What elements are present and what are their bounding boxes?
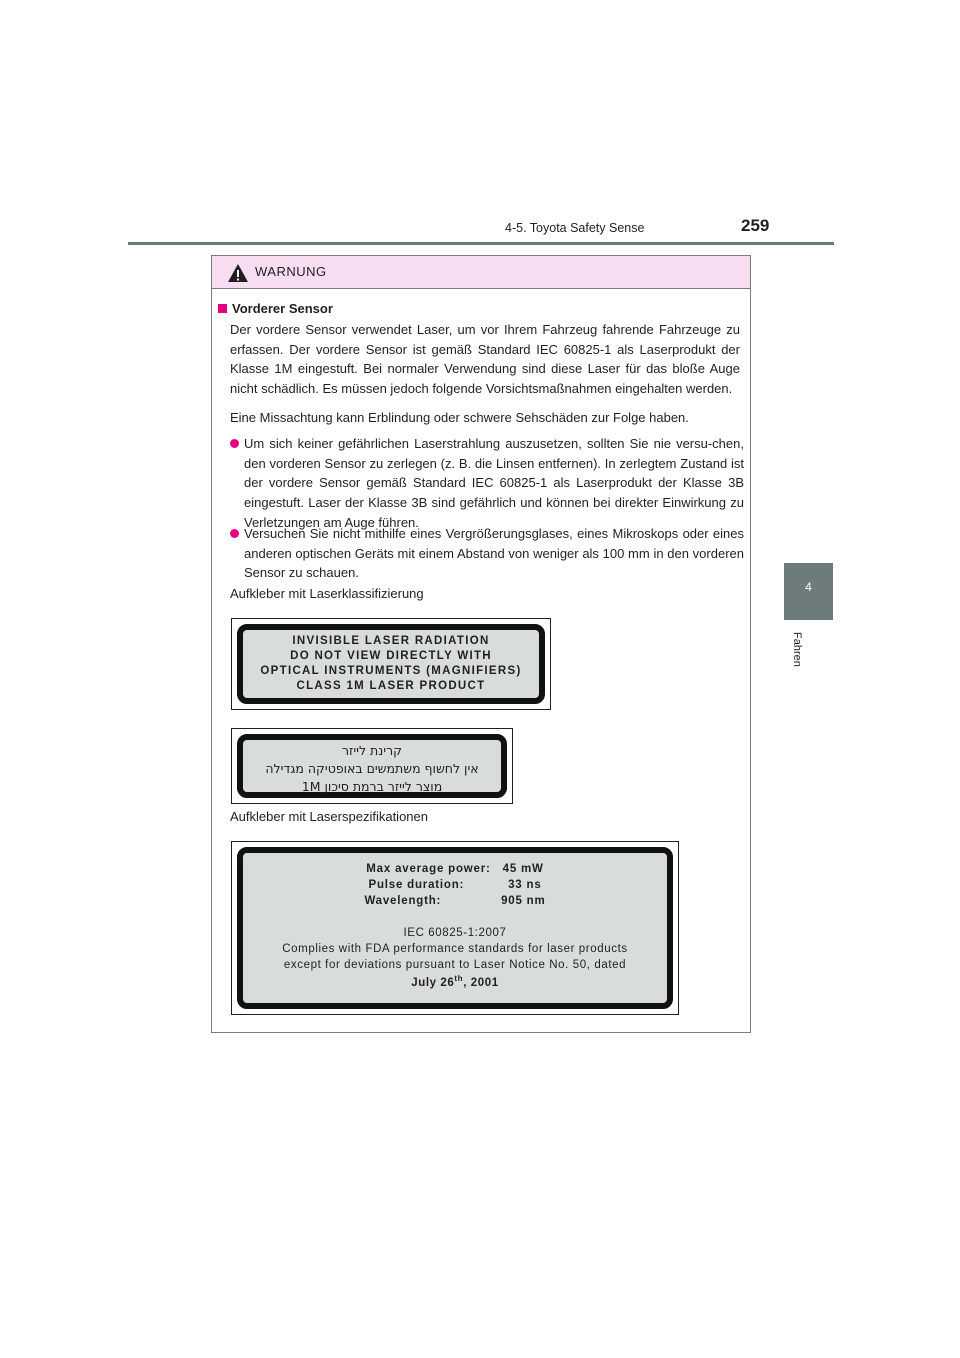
label-line: INVISIBLE LASER RADIATION xyxy=(292,635,490,647)
chapter-title: Fahren xyxy=(791,632,803,667)
laser-spec-label-plate xyxy=(237,847,673,1009)
header-rule xyxy=(128,242,834,245)
hebrew-laser-label-plate xyxy=(237,734,507,798)
label-line: CLASS 1M LASER PRODUCT xyxy=(296,680,486,692)
warning-triangle-icon xyxy=(227,263,249,283)
consequence-paragraph: Eine Missachtung kann Erblindung oder schwere Sehschäden zur Folge haben. xyxy=(230,410,689,425)
warning-header xyxy=(212,256,750,289)
running-header-section: 4-5. Toyota Safety Sense xyxy=(505,221,645,235)
date-suffix: , 2001 xyxy=(463,976,499,989)
bullet-item: Versuchen Sie nicht mithilfe eines Vergrößerungsglases, eines Mikroskops oder eines anderen optischen Geräts mit einem Abstand von weniger als 100 mm in den vorderen Sensor zu schauen. xyxy=(244,526,744,581)
label-line: DO NOT VIEW DIRECTLY WITH xyxy=(290,650,492,662)
laser-spec-label xyxy=(231,841,679,1015)
label-line: אין לחשוף משתמשים באופטיקה מגדילה xyxy=(265,761,479,776)
page-number: 259 xyxy=(741,216,770,235)
compliance-line: except for deviations pursuant to Laser Notice No. 50, dated xyxy=(283,959,627,971)
chapter-tab xyxy=(784,563,833,620)
label-line: קרינת לייזר xyxy=(342,743,402,758)
date-ordinal: th xyxy=(454,974,464,983)
bullet-dot-icon xyxy=(230,529,239,538)
hebrew-laser-label xyxy=(231,728,513,804)
label-line: מוצר לייזר ברמת סיכון 1M xyxy=(301,779,443,794)
warning-title: WARNUNG xyxy=(255,264,327,279)
laser-class-label-plate xyxy=(237,624,545,704)
bullet-item: Um sich keiner gefährlichen Laserstrahlung auszusetzen, sollten Sie nie versu-chen, den vorderen Sensor zu zerlegen (z. B. die Linsen entfernen). In zerlegtem Zustand ist der vordere Sensor gemäß Standard IEC 60825-1 als Laserprodukt der Klasse 3B eingestuft. Laser der Klasse 3B sind gefährlich und können bei direkter Einwirkung zu Verletzungen am Auge führen. xyxy=(244,436,744,530)
spec-row: Max average power: 45 mW xyxy=(366,863,544,875)
compliance-line: Complies with FDA performance standards for laser products xyxy=(282,943,628,955)
bullet-dot-icon xyxy=(230,439,239,448)
caption-laser-specifications: Aufkleber mit Laserspezifikationen xyxy=(230,809,428,824)
spec-row: Wavelength: 905 nm xyxy=(364,895,546,907)
iec-standard: IEC 60825-1:2007 xyxy=(403,927,507,939)
section-heading-text: Vorderer Sensor xyxy=(232,301,333,316)
square-bullet-icon xyxy=(218,304,227,313)
label-line: OPTICAL INSTRUMENTS (MAGNIFIERS) xyxy=(260,665,522,677)
caption-laser-classification: Aufkleber mit Laserklassifizierung xyxy=(230,586,424,601)
chapter-number: 4 xyxy=(805,580,812,594)
section-heading xyxy=(218,301,333,316)
warning-box xyxy=(211,255,751,1033)
intro-paragraph: Der vordere Sensor verwendet Laser, um vor Ihrem Fahrzeug fahrende Fahrzeuge zu erfassen. Der vordere Sensor ist gemäß Standard IEC 60825-1 als Laserprodukt der Klasse 1M eingestuft. Bei normaler Verwendung sind diese Laser für das bloße Auge nicht schädlich. Es müssen jedoch folgende Vorsichtsmaßnahmen eingehalten werden. xyxy=(230,322,740,397)
laser-class-label xyxy=(231,618,551,710)
spec-row: Pulse duration: 33 ns xyxy=(368,879,542,891)
compliance-date xyxy=(243,974,667,989)
date-prefix: July 26 xyxy=(411,976,455,989)
